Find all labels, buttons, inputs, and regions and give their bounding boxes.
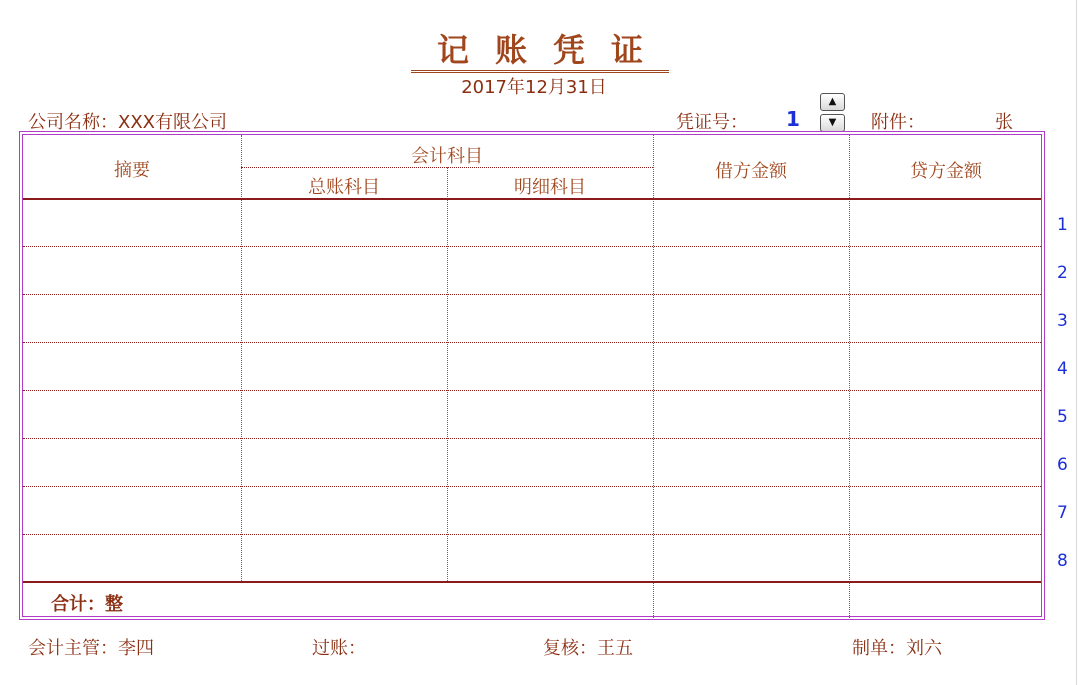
total-label: 合计：整 [51, 594, 123, 615]
window-edge [1076, 0, 1077, 685]
supervisor-signature: 会计主管：李四 [28, 638, 154, 659]
row-number: 4 [1057, 359, 1068, 379]
header-account-group: 会计科目 [411, 146, 483, 167]
review-signature: 复核：王五 [543, 638, 633, 659]
row-divider [23, 438, 1041, 439]
spin-up-button[interactable] [820, 93, 845, 111]
attachment-label: 附件： [871, 112, 925, 133]
row-number: 2 [1057, 263, 1068, 283]
header-general-ledger: 总账科目 [308, 177, 380, 198]
voucher-table [22, 134, 1042, 617]
row-number: 7 [1057, 503, 1068, 523]
header-debit: 借方金额 [715, 161, 787, 182]
row-number: 6 [1057, 455, 1068, 475]
row-number: 5 [1057, 407, 1068, 427]
voucher-number-label: 凭证号： [676, 112, 748, 133]
voucher-date: 2017年12月31日 [461, 77, 607, 98]
row-divider [23, 246, 1041, 247]
spin-down-icon: ▼ [828, 117, 837, 128]
attachment-unit: 张 [995, 112, 1013, 133]
company-name: 公司名称：XXX有限公司 [28, 112, 227, 133]
header-detail-account: 明细科目 [514, 177, 586, 198]
spin-down-button[interactable] [820, 114, 845, 132]
row-number: 8 [1057, 551, 1068, 571]
posting-signature: 过账： [312, 638, 366, 659]
header-credit: 贷方金额 [910, 161, 982, 182]
voucher-number-value[interactable]: 1 [786, 107, 800, 131]
col-divider [447, 167, 448, 583]
spin-up-icon: ▲ [828, 96, 837, 107]
row-divider [23, 390, 1041, 391]
row-divider [23, 486, 1041, 487]
col-divider [653, 135, 654, 618]
voucher-title-text: 记账凭证 [411, 30, 669, 73]
voucher-number-spinner[interactable] [820, 93, 845, 135]
row-number: 3 [1057, 311, 1068, 331]
header-summary: 摘要 [114, 160, 150, 181]
col-divider [241, 135, 242, 583]
preparer-signature: 制单：刘六 [852, 638, 942, 659]
total-divider [23, 581, 1041, 583]
row-divider [23, 294, 1041, 295]
row-number: 1 [1057, 215, 1068, 235]
voucher-title [0, 30, 1080, 73]
col-divider [849, 135, 850, 618]
row-divider [23, 342, 1041, 343]
row-divider [23, 534, 1041, 535]
